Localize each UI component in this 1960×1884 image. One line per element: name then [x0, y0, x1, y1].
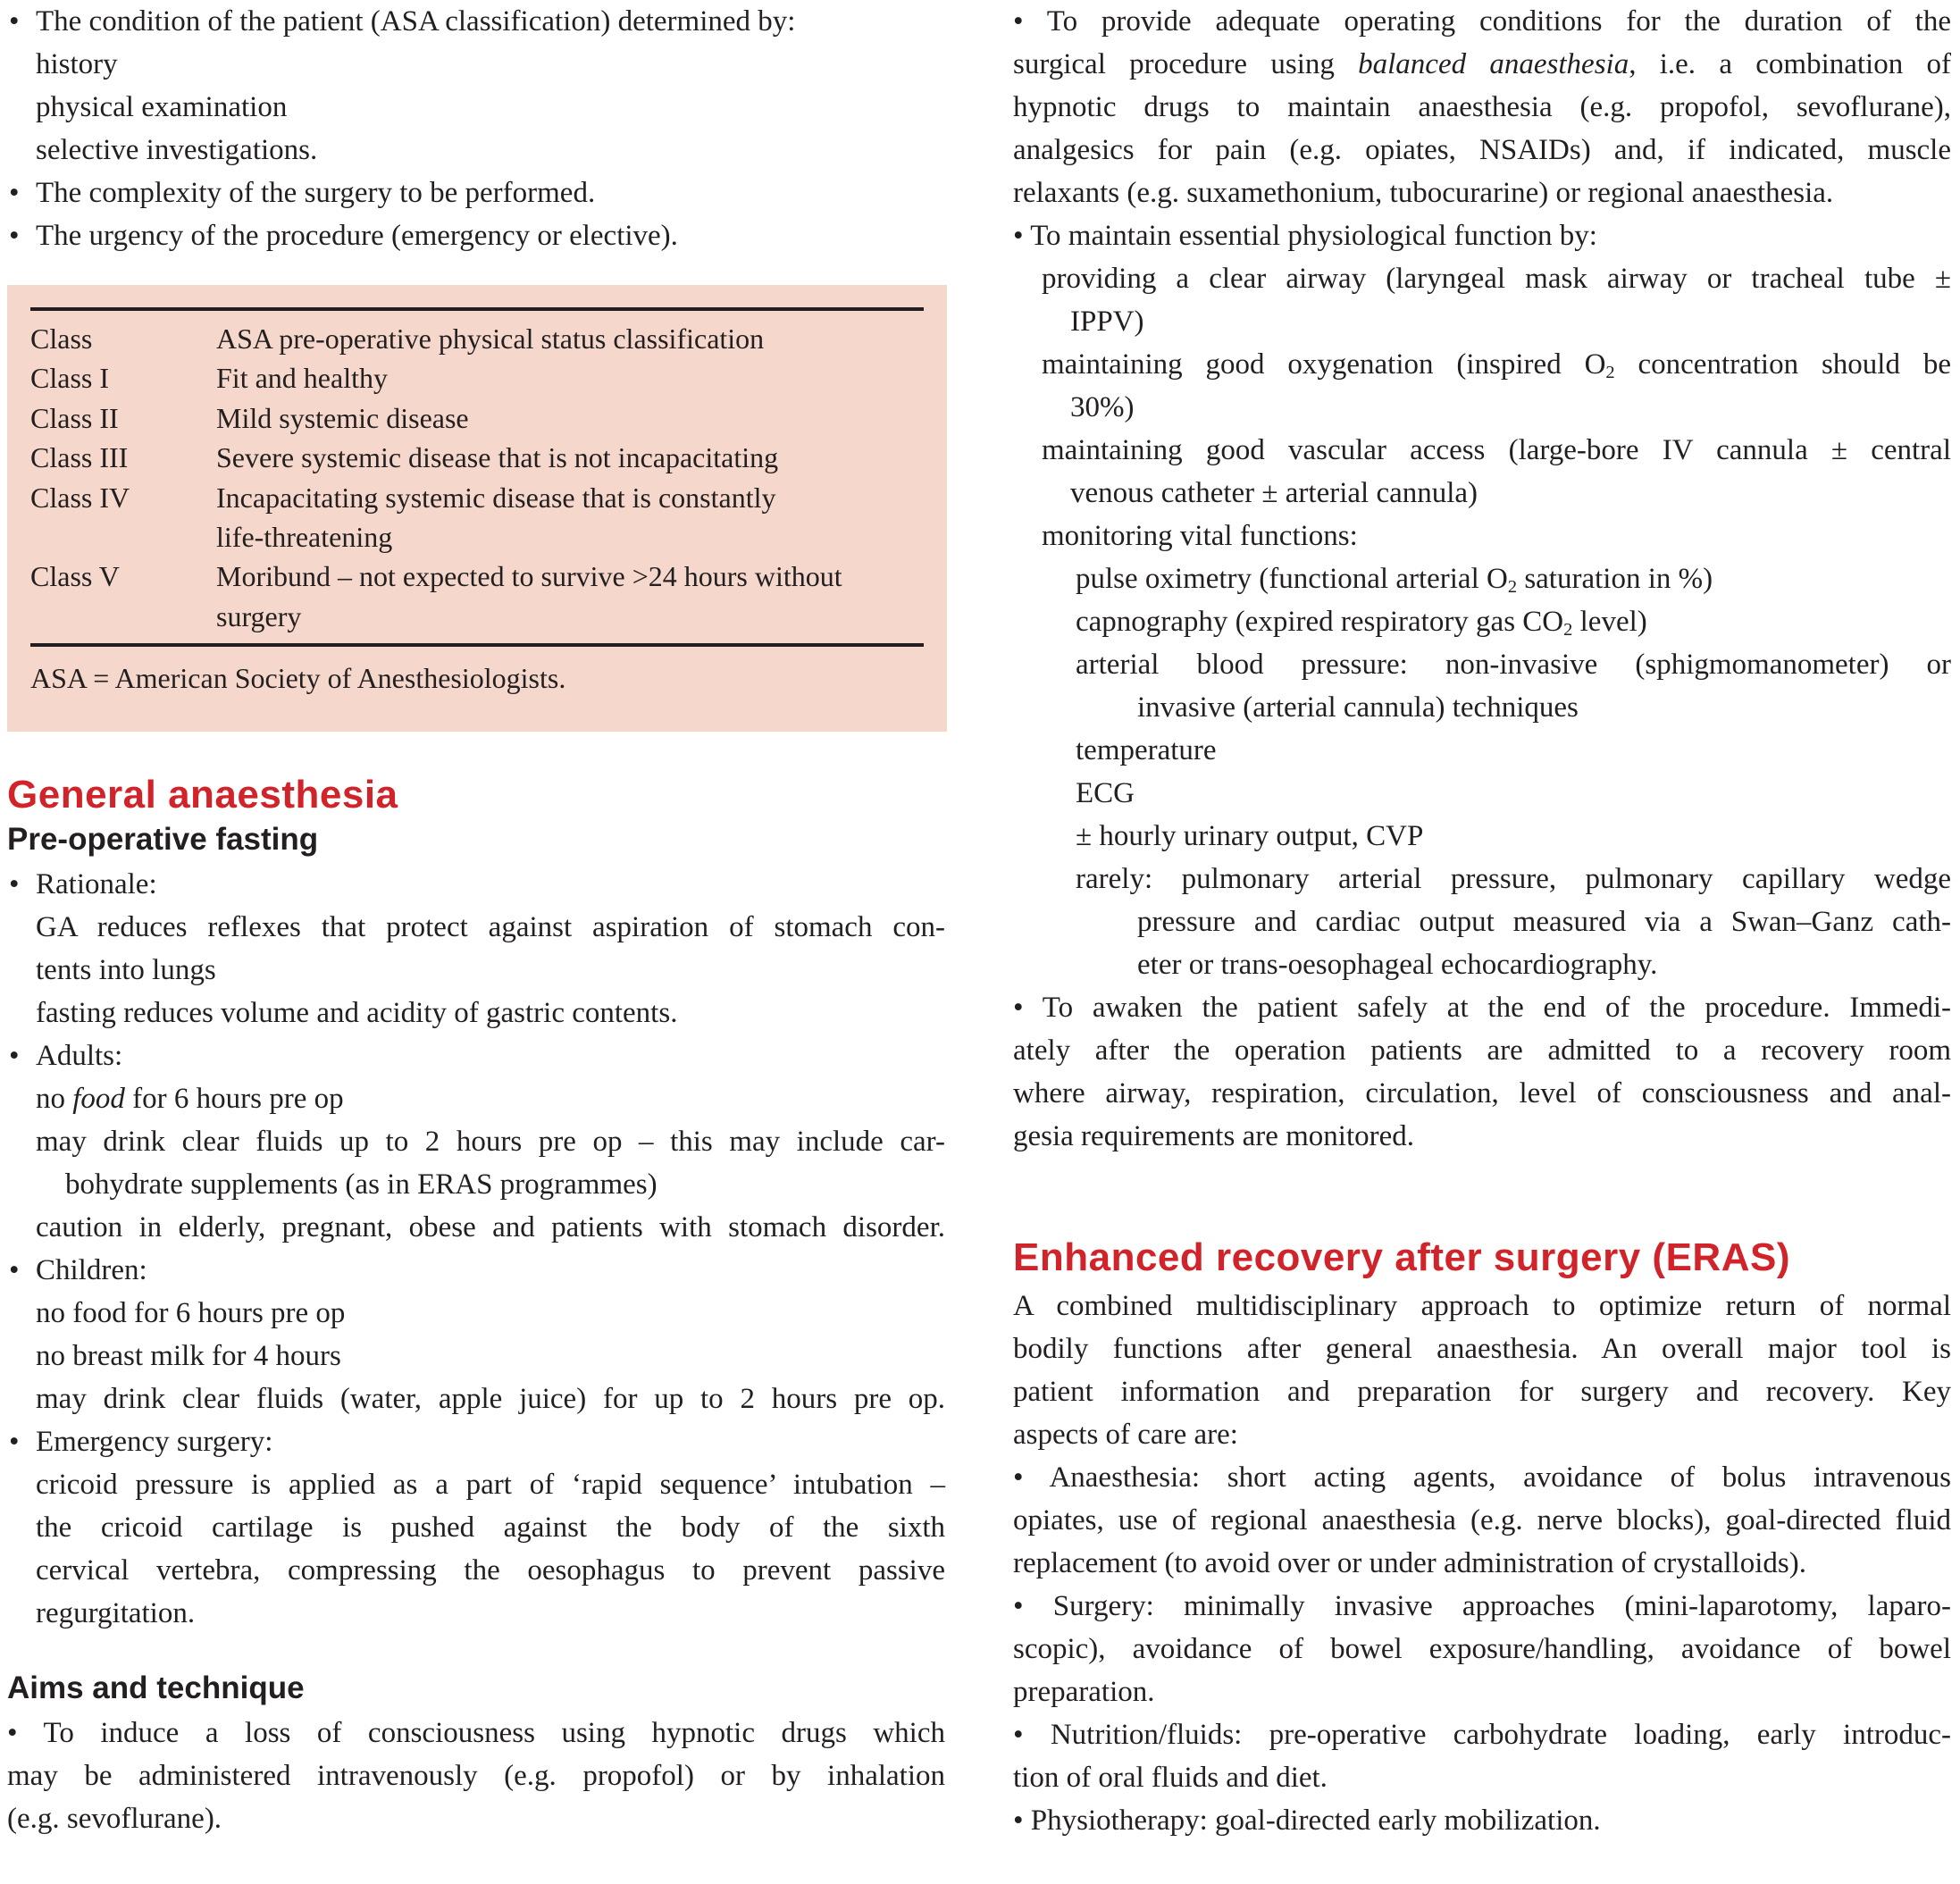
- text-line: [1013, 1670, 1951, 1713]
- text-line: [7, 1463, 945, 1506]
- line-text: replacement (to avoid over or under administration of crystalloids).: [1013, 1547, 1806, 1579]
- line-text: may drink clear fluids up to 2 hours pre op – this may include car-: [36, 1126, 945, 1158]
- line-text: ately after the operation patients are admitted to a recovery room: [1013, 1034, 1951, 1067]
- text-line: [7, 1712, 945, 1754]
- heading-aims-and-technique: Aims and technique: [7, 1670, 305, 1705]
- text-line: [1013, 729, 1951, 772]
- bullet-icon: •: [9, 220, 20, 252]
- text-line: [7, 43, 945, 86]
- line-text: The condition of the patient (ASA classification) determined by:: [36, 5, 796, 38]
- text-line: [1013, 557, 1951, 600]
- line-text: • Nutrition/fluids: pre-operative carbohydrate loading, early introduc-: [1013, 1719, 1951, 1751]
- line-text: aspects of care are:: [1013, 1419, 1238, 1451]
- text-line: [7, 1335, 945, 1377]
- text-line: [1013, 1713, 1951, 1756]
- description-cell: [216, 557, 931, 636]
- text-line: [7, 1249, 945, 1292]
- text-line: [7, 863, 945, 906]
- text-line: [1013, 1072, 1951, 1115]
- line-text: surgical procedure using balanced anaesthesia, i.e. a combination of: [1013, 48, 1951, 80]
- text-line: [1013, 1115, 1951, 1158]
- class-cell: Class V: [30, 560, 120, 593]
- line-text: rarely: pulmonary arterial pressure, pulmonary capillary wedge: [1076, 863, 1951, 895]
- line-text: Rationale:: [36, 868, 157, 900]
- text-line: [7, 1292, 945, 1335]
- line-text: Children:: [36, 1254, 147, 1286]
- subscript: 2: [1563, 620, 1573, 641]
- text-line: [1013, 515, 1951, 557]
- line-text: selective investigations.: [36, 134, 318, 166]
- text-line: [7, 1377, 945, 1420]
- line-text: no food for 6 hours pre op: [36, 1083, 344, 1115]
- text-line: [7, 1206, 945, 1249]
- text-line: [7, 1797, 945, 1840]
- heading-general-anaesthesia: General anaesthesia: [7, 773, 398, 816]
- eras-list: [1013, 1285, 1951, 1842]
- text-line: [1013, 600, 1951, 643]
- line-text: may be administered intravenously (e.g. propofol) or by inhalation: [7, 1760, 945, 1792]
- class-cell: Class II: [30, 401, 119, 434]
- line-text: gesia requirements are monitored.: [1013, 1120, 1414, 1152]
- text-line: [1013, 343, 1951, 386]
- text-line: [1013, 214, 1951, 257]
- line-text: may drink clear fluids (water, apple juice) for up to 2 hours pre op.: [36, 1383, 945, 1415]
- line-text: regurgitation.: [36, 1597, 196, 1629]
- line-text: the cricoid cartilage is pushed against the body of the sixth: [36, 1511, 945, 1544]
- subscript: 2: [1507, 577, 1518, 598]
- emphasis-text: food: [72, 1083, 125, 1115]
- text-line: [7, 86, 945, 129]
- bullet-icon: •: [9, 1254, 20, 1286]
- text-line: [1013, 858, 1951, 900]
- line-text: • To induce a loss of consciousness using hypnotic drugs which: [7, 1717, 945, 1749]
- text-line: [7, 1549, 945, 1592]
- line-text: relaxants (e.g. suxamethonium, tubocurarine) or regional anaesthesia.: [1013, 177, 1834, 209]
- text-line: [1013, 1542, 1951, 1585]
- line-text: fasting reduces volume and acidity of gastric contents.: [36, 997, 678, 1029]
- subscript: 2: [1605, 363, 1615, 383]
- text-line: [1013, 1499, 1951, 1542]
- table-top-rule: [30, 307, 924, 311]
- text-line: [1013, 1799, 1951, 1842]
- line-text: venous catheter ± arterial cannula): [1070, 477, 1478, 509]
- line-text: • Anaesthesia: short acting agents, avoidance of bolus intravenous: [1013, 1461, 1951, 1494]
- text-line: [1013, 300, 1951, 343]
- text-line: [1013, 1456, 1951, 1499]
- bullet-icon: •: [9, 868, 20, 900]
- line-text: patient information and preparation for surgery and recovery. Key: [1013, 1376, 1951, 1408]
- line-text: bohydrate supplements (as in ERAS programmes): [65, 1168, 658, 1201]
- line-text: history: [36, 48, 118, 80]
- text-line: [1013, 772, 1951, 815]
- text-line: [7, 1077, 945, 1120]
- description-line: Moribund – not expected to survive >24 hours without: [216, 560, 842, 593]
- text-line: [1013, 1029, 1951, 1072]
- text-line: [7, 0, 945, 43]
- text-line: [1013, 1285, 1951, 1327]
- description-cell: [216, 358, 931, 398]
- line-text: no food for 6 hours pre op: [36, 1297, 346, 1329]
- line-text: monitoring vital functions:: [1042, 520, 1358, 552]
- text-line: [1013, 1327, 1951, 1370]
- heading-pre-operative-fasting: Pre-operative fasting: [7, 822, 319, 857]
- description-line: Severe systemic disease that is not incapacitating: [216, 441, 779, 474]
- class-cell: Class III: [30, 441, 129, 474]
- text-line: [7, 1120, 945, 1163]
- description-cell: [216, 478, 931, 557]
- table-bottom-rule: [30, 643, 924, 647]
- text-line: [7, 1163, 945, 1206]
- text-line: [7, 992, 945, 1034]
- text-line: [1013, 643, 1951, 686]
- description-line: Mild systemic disease: [216, 401, 469, 434]
- line-text: tion of oral fluids and diet.: [1013, 1762, 1328, 1794]
- table-footnote: ASA = American Society of Anesthesiologists.: [30, 662, 566, 694]
- line-text: cervical vertebra, compressing the oesophagus to prevent passive: [36, 1554, 945, 1587]
- text-line: [7, 129, 945, 172]
- text-line: [7, 1506, 945, 1549]
- description-line: life-threatening: [216, 520, 393, 553]
- line-text: ± hourly urinary output, CVP: [1076, 820, 1424, 852]
- text-line: [1013, 900, 1951, 943]
- line-text: pulse oximetry (functional arterial $O_2$ saturation in %): [1076, 563, 1713, 598]
- text-line: [1013, 815, 1951, 858]
- line-text: maintaining good oxygenation (inspired $O_2$ concentration should be: [1042, 348, 1951, 383]
- emphasis-text: balanced anaesthesia: [1358, 48, 1629, 80]
- line-text: The urgency of the procedure (emergency or elective).: [36, 220, 678, 252]
- line-text: eter or trans-oesophageal echocardiography.: [1137, 949, 1658, 981]
- line-text: The complexity of the surgery to be performed.: [36, 177, 596, 209]
- description-line: Fit and healthy: [216, 362, 388, 395]
- line-text: where airway, respiration, circulation, level of consciousness and anal-: [1013, 1077, 1951, 1109]
- line-text: • Physiotherapy: goal-directed early mobilization.: [1013, 1804, 1601, 1837]
- text-line: [1013, 1756, 1951, 1799]
- text-line: [7, 1420, 945, 1463]
- text-line: [1013, 86, 1951, 129]
- line-text: analgesics for pain (e.g. opiates, NSAIDs) and, if indicated, muscle: [1013, 134, 1951, 166]
- line-text: bodily functions after general anaesthesia. An overall major tool is: [1013, 1333, 1951, 1365]
- text-line: [1013, 1413, 1951, 1456]
- line-text: Adults:: [36, 1040, 123, 1072]
- text-line: [7, 949, 945, 992]
- text-line: [1013, 257, 1951, 300]
- description-line: surgery: [216, 599, 302, 632]
- aims-list: [7, 1712, 945, 1840]
- class-cell: Class: [30, 322, 93, 355]
- text-line: [7, 214, 945, 257]
- text-line: [1013, 1628, 1951, 1670]
- heading-eras: Enhanced recovery after surgery (ERAS): [1013, 1235, 1790, 1279]
- fasting-list: [7, 863, 945, 1635]
- line-text: preparation.: [1013, 1676, 1155, 1708]
- line-text: capnography (expired respiratory gas $CO_2$ level): [1076, 606, 1647, 641]
- bullet-icon: •: [9, 5, 20, 38]
- line-text: tents into lungs: [36, 954, 216, 986]
- text-line: [1013, 1370, 1951, 1413]
- line-text: maintaining good vascular access (large-bore IV cannula ± central: [1042, 434, 1951, 466]
- line-text: A combined multidisciplinary approach to optimize return of normal: [1013, 1290, 1951, 1322]
- class-cell: Class I: [30, 362, 109, 395]
- line-text: caution in elderly, pregnant, obese and patients with stomach disorder.: [36, 1211, 945, 1243]
- line-text: (e.g. sevoflurane).: [7, 1803, 222, 1835]
- text-line: [7, 1034, 945, 1077]
- line-text: Emergency surgery:: [36, 1426, 273, 1458]
- bullet-icon: •: [9, 1040, 20, 1072]
- text-line: [1013, 429, 1951, 472]
- line-text: • To provide adequate operating conditions for the duration of the: [1013, 5, 1951, 38]
- description-line: Incapacitating systemic disease that is constantly: [216, 481, 776, 514]
- line-text: invasive (arterial cannula) techniques: [1137, 691, 1579, 724]
- text-line: [1013, 43, 1951, 86]
- text-line: [7, 906, 945, 949]
- text-line: [1013, 986, 1951, 1029]
- line-text: hypnotic drugs to maintain anaesthesia (e.g. propofol, sevoflurane),: [1013, 91, 1951, 123]
- text-line: [1013, 686, 1951, 729]
- line-text: GA reduces reflexes that protect against aspiration of stomach con-: [36, 911, 945, 943]
- bullet-icon: •: [9, 177, 20, 209]
- line-text: providing a clear airway (laryngeal mask airway or tracheal tube ±: [1042, 263, 1951, 295]
- text-line: [1013, 472, 1951, 515]
- line-text: scopic), avoidance of bowel exposure/handling, avoidance of bowel: [1013, 1633, 1951, 1665]
- aims-continued-list: [1013, 0, 1951, 1158]
- text-line: [1013, 943, 1951, 986]
- line-text: pressure and cardiac output measured via a Swan–Ganz cath-: [1137, 906, 1951, 938]
- text-line: [1013, 172, 1951, 214]
- text-line: [1013, 386, 1951, 429]
- text-line: [1013, 1585, 1951, 1628]
- line-text: cricoid pressure is applied as a part of ‘rapid sequence’ intubation –: [36, 1469, 945, 1501]
- text-line: [7, 1592, 945, 1635]
- asa-classification-table: [7, 285, 947, 732]
- line-text: • To maintain essential physiological function by:: [1013, 220, 1597, 252]
- text-line: [1013, 0, 1951, 43]
- line-text: arterial blood pressure: non-invasive (sphigmomanometer) or: [1076, 649, 1951, 681]
- line-text: • Surgery: minimally invasive approaches (mini-laparotomy, laparo-: [1013, 1590, 1951, 1622]
- patient-factors-list: [7, 0, 945, 257]
- line-text: no breast milk for 4 hours: [36, 1340, 341, 1372]
- bullet-icon: •: [9, 1426, 20, 1458]
- description-cell: [216, 438, 931, 477]
- line-text: ECG: [1076, 777, 1135, 809]
- description-line: ASA pre-operative physical status classification: [216, 322, 765, 355]
- text-line: [1013, 129, 1951, 172]
- description-cell: [216, 398, 931, 438]
- line-text: • To awaken the patient safely at the end of the procedure. Immedi-: [1013, 992, 1951, 1024]
- line-text: 30%): [1070, 391, 1135, 423]
- line-text: physical examination: [36, 91, 288, 123]
- class-cell: Class IV: [30, 481, 130, 514]
- line-text: IPPV): [1070, 306, 1144, 338]
- text-line: [7, 172, 945, 214]
- line-text: opiates, use of regional anaesthesia (e.g. nerve blocks), goal-directed fluid: [1013, 1504, 1951, 1537]
- text-line: [7, 1754, 945, 1797]
- line-text: temperature: [1076, 734, 1217, 766]
- description-cell: [216, 319, 931, 358]
